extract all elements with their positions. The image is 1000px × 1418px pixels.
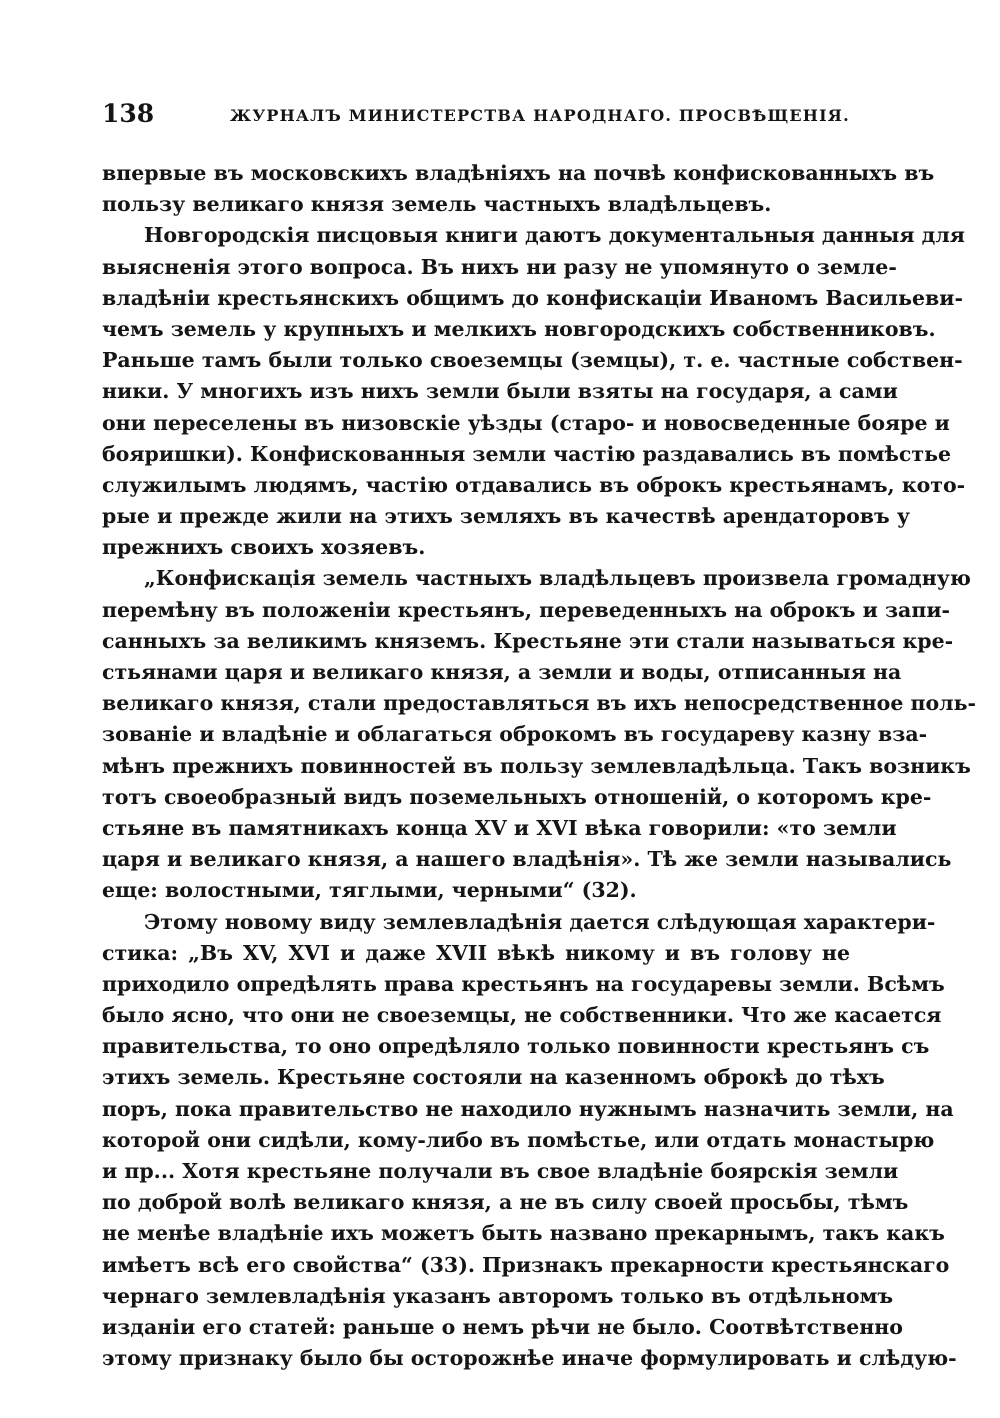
page-number: 138 — [102, 99, 155, 128]
text-line: этому признаку было бы осторожнѣе иначе формулировать и слѣдую- — [102, 1346, 957, 1371]
text-line: изданіи его статей: раньше о немъ рѣчи не было. Соотвѣтственно — [102, 1314, 903, 1339]
text-line: Новгородскія писцовыя книги даютъ документальныя данныя для — [144, 223, 965, 248]
text-line: перемѣну въ положеніи крестьянъ, переведенныхъ на оброкъ и запи- — [102, 597, 951, 622]
journal-title: ЖУРНАЛЪ МИНИСТЕРСТВА НАРОДНАГО. ПРОСВѢЩЕНІЯ. — [230, 106, 850, 125]
running-header — [102, 96, 852, 136]
text-line: пользу великаго князя земель частныхъ владѣльцевъ. — [102, 192, 772, 217]
text-line: рые и прежде жили на этихъ земляхъ въ качествѣ арендаторовъ у — [102, 504, 910, 529]
text-line: тотъ своеобразный видъ поземельныхъ отношеній, о которомъ кре- — [102, 784, 932, 809]
text-line: стика: „Въ XV, XVI и даже XVII вѣкѣ никому и въ голову не — [102, 940, 850, 965]
text-line: они переселены въ низовскіе уѣзды (старо- и новосведенные бояре и — [102, 410, 950, 435]
text-line: этихъ земель. Крестьяне состояли на казенномъ оброкѣ до тѣхъ — [102, 1065, 885, 1090]
text-line: служилымъ людямъ, частію отдавались въ оброкъ крестьянамъ, кото- — [102, 472, 966, 497]
text-line: бояришки). Конфискованныя земли частію раздавались въ помѣстье — [102, 441, 952, 466]
text-line: правительства, то оно опредѣляло только повинности крестьянъ съ — [102, 1034, 930, 1059]
text-line: еще: волостными, тяглыми, черными“ (32). — [102, 878, 637, 903]
text-line: чемъ земель у крупныхъ и мелкихъ новгородскихъ собственниковъ. — [102, 316, 936, 341]
text-line: не менѣе владѣніе ихъ можетъ быть названо прекарнымъ, такъ какъ — [102, 1221, 945, 1246]
text-line: по доброй волѣ великаго князя, а не въ силу своей просьбы, тѣмъ — [102, 1190, 909, 1215]
text-line: владѣніи крестьянскихъ общимъ до конфискаціи Иваномъ Васильеви- — [102, 285, 963, 310]
text-line: санныхъ за великимъ княземъ. Крестьяне эти стали называться кре- — [102, 628, 954, 653]
text-line: имѣетъ всѣ его свойства“ (33). Признакъ прекарности крестьянскаго — [102, 1252, 950, 1277]
text-line: мѣнъ прежнихъ повинностей въ пользу землевладѣльца. Такъ возникъ — [102, 753, 971, 778]
text-line: зованіе и владѣніе и облагаться оброкомъ въ государеву казну вза- — [102, 722, 928, 747]
text-line: стьянами царя и великаго князя, а земли и воды, отписанныя на — [102, 660, 902, 684]
text-line: великаго князя, стали предоставляться въ ихъ непосредственное поль- — [102, 691, 977, 716]
text-line: и пр... Хотя крестьяне получали въ свое владѣніе боярскія земли — [102, 1159, 899, 1183]
text-line: впервые въ московскихъ владѣніяхъ на почвѣ конфискованныхъ въ — [102, 161, 935, 185]
text-line: которой они сидѣли, кому-либо въ помѣстье, или отдать монастырю — [102, 1127, 935, 1152]
text-line: Раньше тамъ были только своеземцы (земцы), т. е. частные собствен- — [102, 348, 963, 373]
text-line: было ясно, что они не своеземцы, не собственники. Что же касается — [102, 1003, 942, 1028]
text-line: царя и великаго князя, а нашего владѣнія». Тѣ же земли назывались — [102, 847, 952, 872]
text-line: стьяне въ памятникахъ конца XV и XVI вѣка говорили: «то земли — [102, 815, 897, 840]
text-line: поръ, пока правительство не находило нужнымъ назначить земли, на — [102, 1096, 954, 1121]
text-line: выясненія этого вопроса. Въ нихъ ни разу не упомянуто о земле- — [102, 254, 897, 279]
text-line: „Конфискація земель частныхъ владѣльцевъ произвела громадную — [144, 566, 971, 591]
text-line: прежнихъ своихъ хозяевъ. — [102, 535, 426, 560]
text-line: чернаго землевладѣнія указанъ авторомъ только въ отдѣльномъ — [102, 1283, 894, 1308]
text-line: приходило опредѣлять права крестьянъ на государевы земли. Всѣмъ — [102, 971, 945, 996]
text-line: Этому новому виду землевладѣнія дается слѣдующая характери- — [144, 909, 936, 934]
body-text — [102, 158, 977, 1374]
text-line: ники. У многихъ изъ нихъ земли были взяты на государя, а сами — [102, 379, 898, 404]
